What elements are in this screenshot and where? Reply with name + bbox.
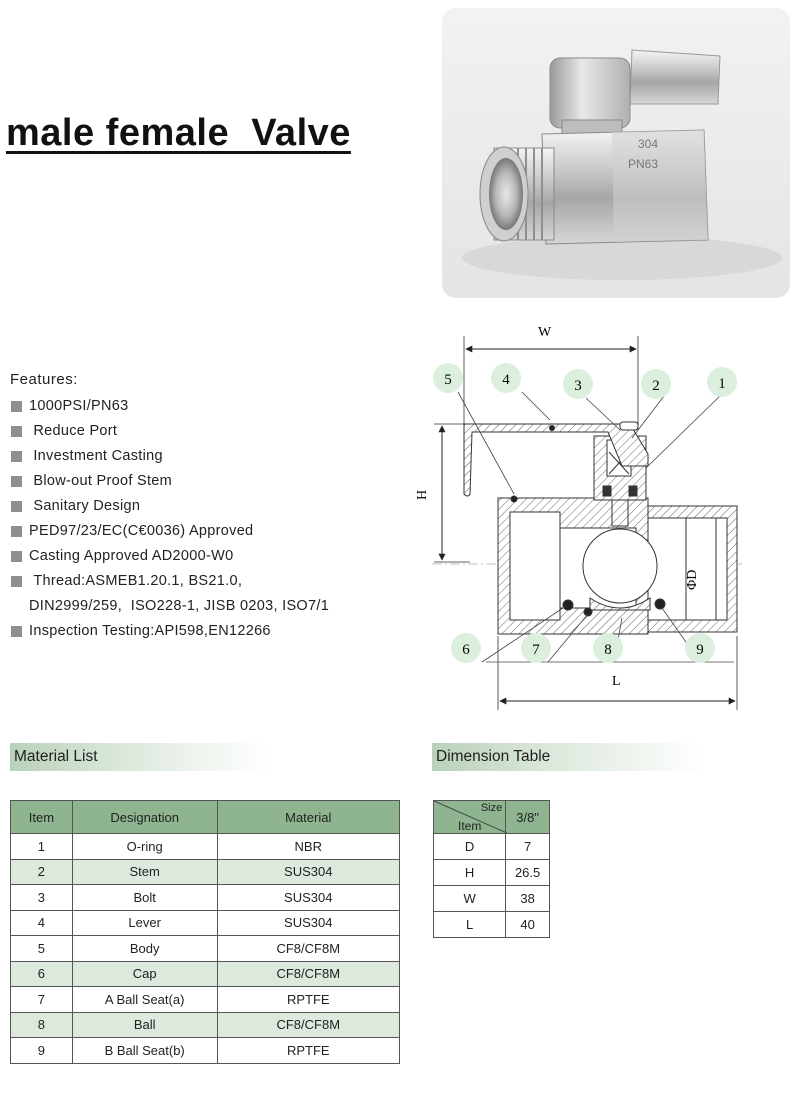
cell-dimension: H [434, 860, 506, 886]
cell-material: SUS304 [217, 910, 400, 936]
corner-header-cell [434, 801, 506, 834]
feature-item [10, 469, 410, 494]
material-table [10, 800, 400, 1064]
cell-material: NBR [217, 834, 400, 860]
table-row [434, 834, 550, 860]
svg-text:1: 1 [718, 376, 726, 392]
svg-text:7: 7 [532, 642, 540, 658]
table-row [11, 910, 400, 936]
cell-material: CF8/CF8M [217, 936, 400, 962]
feature-item [10, 544, 410, 569]
cell-designation: A Ball Seat(a) [72, 987, 217, 1013]
cell-designation: B Ball Seat(b) [72, 1038, 217, 1064]
cell-designation: Bolt [72, 885, 217, 911]
corner-size-label: Size [480, 802, 503, 814]
table-row [11, 1012, 400, 1038]
table-row [11, 834, 400, 860]
cell-value: 7 [506, 834, 550, 860]
callout-4 [491, 363, 521, 393]
feature-item [10, 619, 410, 644]
callout-8 [593, 633, 623, 663]
feature-item [10, 419, 410, 444]
cell-value: 40 [506, 912, 550, 938]
cell-dimension: D [434, 834, 506, 860]
svg-text:4: 4 [502, 372, 510, 388]
cell-designation: Ball [72, 1012, 217, 1038]
cell-designation: Cap [72, 961, 217, 987]
table-row [434, 912, 550, 938]
bullet-square-icon [11, 626, 22, 637]
table-row [434, 886, 550, 912]
table-header-row [11, 801, 400, 834]
feature-item [10, 519, 410, 544]
bullet-square-icon [11, 501, 22, 512]
cell-item: 9 [11, 1038, 73, 1064]
dimension-w [464, 325, 638, 430]
table-row [11, 885, 400, 911]
dimension-h [415, 424, 470, 562]
cell-value: 26.5 [506, 860, 550, 886]
svg-text:3: 3 [574, 378, 582, 394]
column-header: 3/8" [506, 801, 550, 834]
feature-item [10, 494, 410, 519]
bullet-square-icon [11, 526, 22, 537]
cell-designation: O-ring [72, 834, 217, 860]
bullet-square-icon [11, 451, 22, 462]
dimension-table-heading: Dimension Table [432, 743, 706, 771]
svg-text:2: 2 [652, 378, 660, 394]
bullet-square-icon [11, 401, 22, 412]
svg-text:8: 8 [604, 642, 612, 658]
cell-value: 38 [506, 886, 550, 912]
cell-designation: Stem [72, 859, 217, 885]
feature-text: 1000PSI/PN63 [29, 398, 129, 414]
cell-item: 1 [11, 834, 73, 860]
cell-material: CF8/CF8M [217, 1012, 400, 1038]
feature-item [10, 569, 410, 619]
bullet-square-icon [11, 476, 22, 487]
cell-designation: Body [72, 936, 217, 962]
column-header: Material [217, 801, 400, 834]
bullet-square-icon [11, 576, 22, 587]
feature-text: Casting Approved AD2000-W0 [29, 548, 234, 564]
table-row [11, 987, 400, 1013]
callout-5 [433, 363, 463, 393]
dimension-table [433, 800, 550, 938]
material-list-heading: Material List [10, 743, 270, 771]
cell-material: CF8/CF8M [217, 961, 400, 987]
product-photo [442, 8, 790, 298]
feature-text: PED97/23/EC(C€0036) Approved [29, 523, 254, 539]
features-heading: Features: [10, 371, 78, 388]
stamp-pn63: PN63 [628, 157, 659, 171]
callout-3 [563, 369, 593, 399]
cell-item: 5 [11, 936, 73, 962]
corner-item-label: Item [458, 819, 482, 833]
callout-9 [685, 633, 715, 663]
cell-item: 8 [11, 1012, 73, 1038]
cell-item: 2 [11, 859, 73, 885]
cell-item: 6 [11, 961, 73, 987]
cell-material: RPTFE [217, 1038, 400, 1064]
label-l: L [612, 674, 621, 689]
cell-dimension: L [434, 912, 506, 938]
callout-6 [451, 633, 481, 663]
callout-7 [521, 633, 551, 663]
table-row [11, 961, 400, 987]
bullet-square-icon [11, 551, 22, 562]
feature-item [10, 444, 410, 469]
callout-2 [641, 369, 671, 399]
feature-text: Reduce Port [29, 423, 118, 439]
feature-item [10, 394, 410, 419]
svg-text:9: 9 [696, 642, 704, 658]
cell-material: SUS304 [217, 885, 400, 911]
column-header: Item [11, 801, 73, 834]
valve-section-drawing [410, 318, 750, 718]
svg-text:6: 6 [462, 642, 470, 658]
cell-item: 4 [11, 910, 73, 936]
label-w: W [538, 325, 552, 340]
cell-item: 7 [11, 987, 73, 1013]
label-h: H [415, 489, 430, 500]
cell-designation: Lever [72, 910, 217, 936]
bullet-square-icon [11, 426, 22, 437]
feature-text: Investment Casting [29, 448, 163, 464]
column-header: Designation [72, 801, 217, 834]
cell-item: 3 [11, 885, 73, 911]
feature-text: Sanitary Design [29, 498, 141, 514]
table-row [11, 859, 400, 885]
features-list [10, 371, 410, 644]
stamp-304: 304 [638, 137, 659, 151]
cell-material: SUS304 [217, 859, 400, 885]
label-phi-d: ΦD [685, 569, 700, 590]
table-row [11, 1038, 400, 1064]
cell-material: RPTFE [217, 987, 400, 1013]
feature-text: Thread:ASMEB1.20.1, BS21.0, DIN2999/259, ISO228-1, JISB 0203, ISO7/1 [29, 573, 330, 614]
feature-text: Inspection Testing:API598,EN12266 [29, 623, 271, 639]
page-title: male female Valve [6, 112, 351, 154]
valve-body [464, 422, 737, 634]
table-header-row [434, 801, 550, 834]
callout-1 [707, 367, 737, 397]
table-row [434, 860, 550, 886]
feature-text: Blow-out Proof Stem [29, 473, 173, 489]
svg-text:5: 5 [444, 372, 452, 388]
table-row [11, 936, 400, 962]
cell-dimension: W [434, 886, 506, 912]
